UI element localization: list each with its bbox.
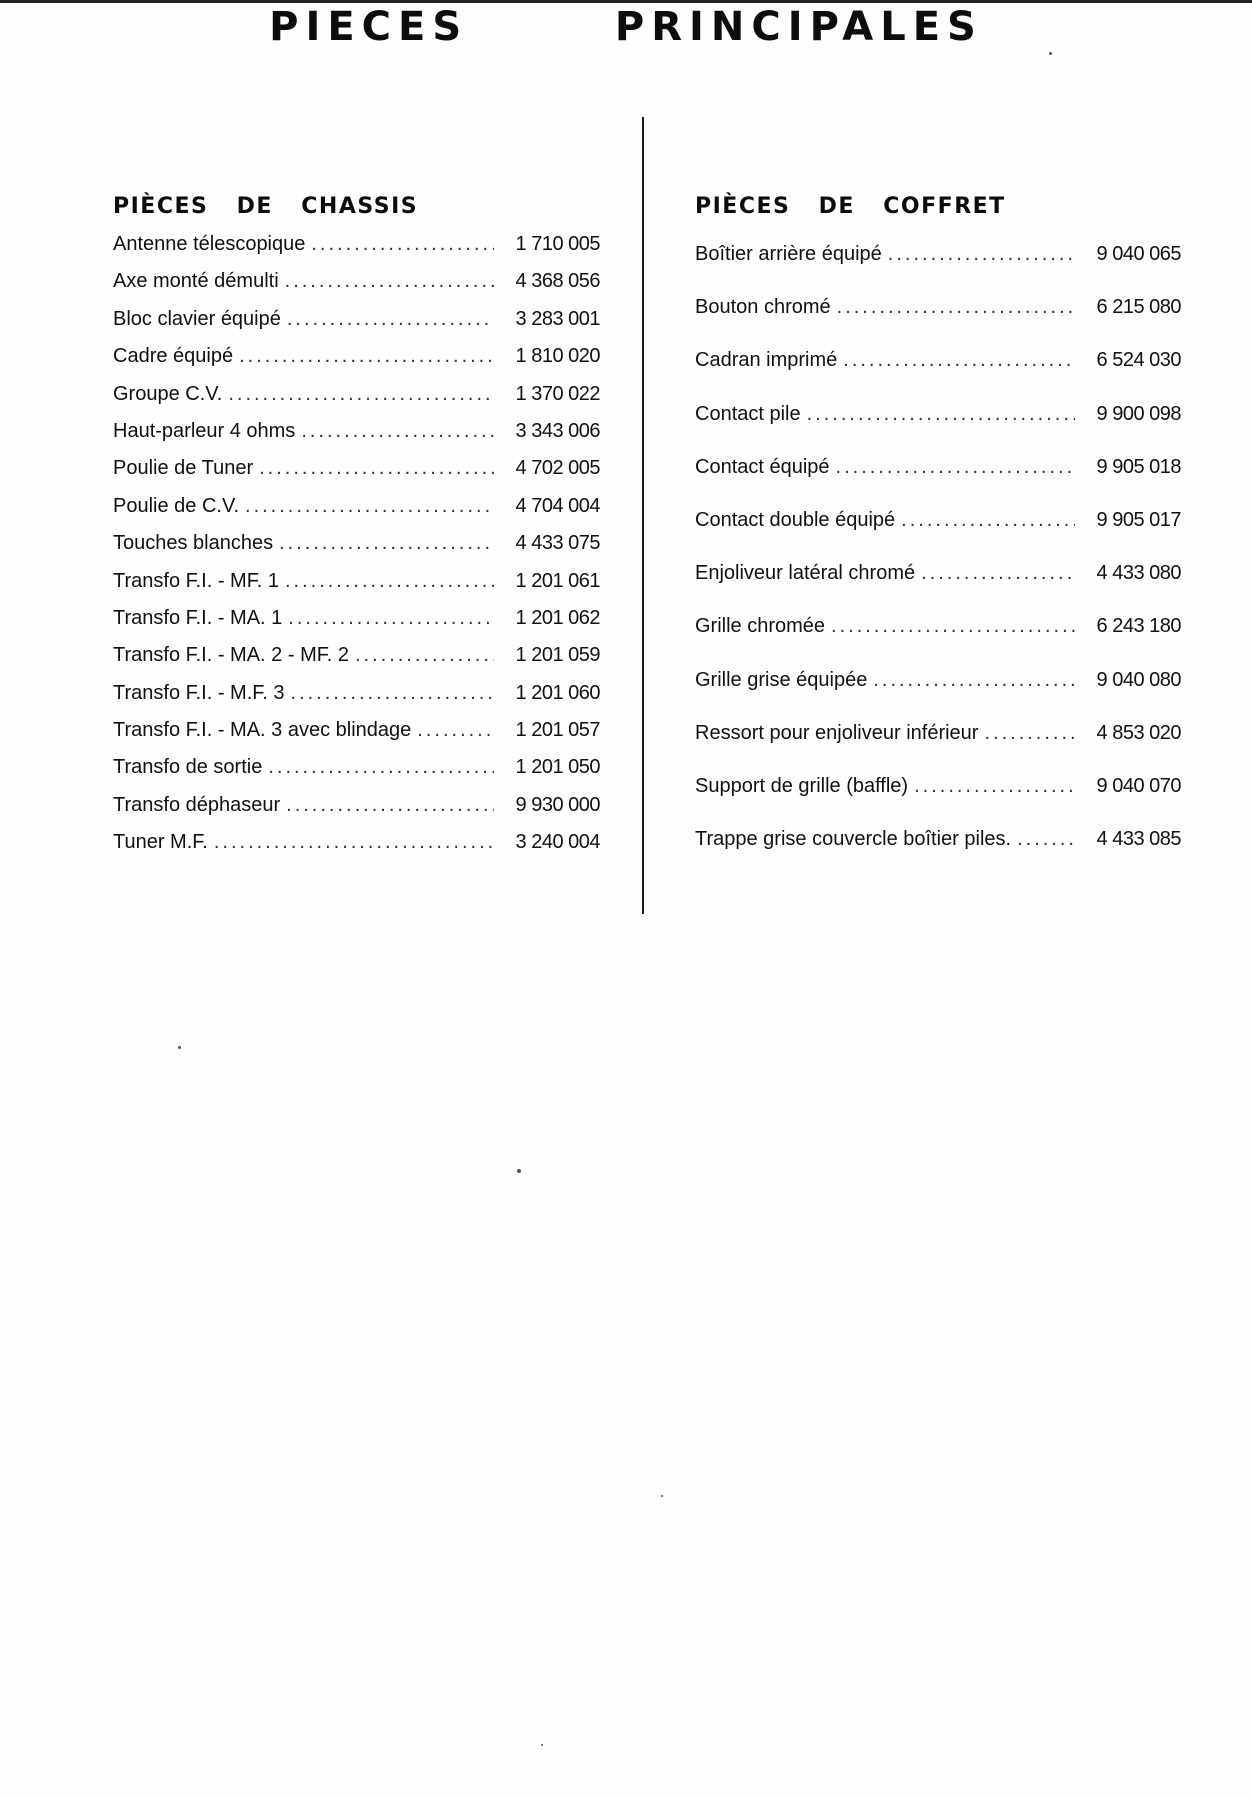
part-row	[113, 749, 600, 786]
dot-leader	[288, 600, 494, 637]
dot-leader	[268, 749, 494, 786]
part-name: Axe monté démulti	[113, 270, 279, 293]
part-reference: 4 704 004	[515, 494, 600, 517]
part-reference: 4 702 005	[515, 457, 600, 480]
part-name: Transfo F.I. - MA. 3 avec blindage	[113, 719, 412, 742]
dot-leader	[291, 675, 494, 712]
part-reference: 1 201 059	[515, 644, 600, 667]
part-name: Transfo de sortie	[113, 756, 263, 779]
part-reference: 9 040 080	[1096, 668, 1181, 691]
chassis-heading: PIÈCES DE CHASSIS	[113, 194, 419, 219]
scan-speck	[517, 1169, 521, 1173]
part-name: Grille chromée	[695, 615, 826, 638]
part-name: Groupe C.V.	[113, 382, 223, 405]
part-row	[113, 488, 600, 525]
part-name: Enjoliveur latéral chromé	[695, 562, 916, 585]
dot-leader	[301, 413, 494, 450]
part-row	[695, 547, 1181, 600]
part-reference: 3 283 001	[515, 307, 600, 330]
dot-leader	[984, 707, 1075, 760]
part-row	[113, 600, 600, 637]
dot-leader	[228, 376, 494, 413]
part-row	[695, 281, 1181, 334]
dot-leader	[286, 787, 494, 824]
part-reference: 4 368 056	[515, 270, 600, 293]
part-reference: 4 433 080	[1096, 562, 1181, 585]
dot-leader	[914, 760, 1075, 813]
part-row	[113, 413, 600, 450]
part-reference: 3 343 006	[515, 419, 600, 442]
part-name: Poulie de Tuner	[113, 457, 254, 480]
part-row	[113, 376, 600, 413]
part-row	[695, 760, 1181, 813]
part-reference: 1 201 057	[515, 719, 600, 742]
part-name: Touches blanches	[113, 532, 274, 555]
dot-leader	[873, 654, 1075, 707]
column-divider	[642, 117, 644, 914]
dot-leader	[843, 334, 1075, 387]
part-name: Bloc clavier équipé	[113, 307, 281, 330]
part-reference: 9 930 000	[515, 793, 600, 816]
top-rule	[0, 0, 1252, 3]
dot-leader	[214, 824, 494, 861]
part-row	[113, 450, 600, 487]
dot-leader	[836, 441, 1075, 494]
part-row	[695, 813, 1181, 866]
dot-leader	[417, 712, 494, 749]
part-name: Ressort pour enjoliveur inférieur	[695, 721, 979, 744]
part-row	[113, 824, 600, 861]
scan-speck	[1049, 52, 1052, 55]
part-name: Grille grise équipée	[695, 668, 868, 691]
part-name: Contact pile	[695, 402, 801, 425]
dot-leader	[287, 301, 494, 338]
part-name: Contact équipé	[695, 455, 830, 478]
part-name: Contact double équipé	[695, 508, 896, 531]
part-reference: 9 905 018	[1096, 455, 1181, 478]
part-name: Transfo F.I. - MA. 2 - MF. 2	[113, 644, 349, 667]
dot-leader	[837, 281, 1075, 334]
coffret-parts-section	[695, 190, 1181, 866]
part-reference: 6 243 180	[1096, 615, 1181, 638]
part-reference: 4 433 085	[1096, 828, 1181, 851]
part-name: Boîtier arrière équipé	[695, 243, 882, 265]
part-row	[113, 675, 600, 712]
part-row	[695, 600, 1181, 653]
scan-speck	[541, 1744, 543, 1746]
dot-leader	[888, 228, 1075, 281]
part-name: Transfo F.I. - MA. 1	[113, 606, 283, 629]
part-reference: 3 240 004	[515, 831, 600, 854]
part-name: Tuner M.F.	[113, 831, 208, 854]
part-row	[695, 334, 1181, 387]
coffret-heading: PIÈCES DE COFFRET	[695, 194, 1006, 219]
part-row	[695, 441, 1181, 494]
dot-leader	[285, 263, 494, 300]
part-reference: 1 201 061	[515, 569, 600, 592]
part-row	[113, 301, 600, 338]
chassis-parts-section	[113, 190, 600, 862]
part-reference: 9 040 065	[1096, 243, 1181, 265]
part-row	[695, 228, 1181, 281]
part-reference: 1 201 050	[515, 756, 600, 779]
part-row	[695, 494, 1181, 547]
part-name: Cadre équipé	[113, 345, 234, 368]
page-title: PIECES PRINCIPALES	[269, 4, 983, 50]
part-reference: 9 905 017	[1096, 508, 1181, 531]
scan-speck	[661, 1495, 663, 1497]
chassis-parts-list	[113, 226, 600, 862]
coffret-parts-list	[695, 228, 1181, 866]
part-row	[695, 707, 1181, 760]
dot-leader	[807, 388, 1075, 441]
part-name: Transfo F.I. - MF. 1	[113, 569, 279, 592]
part-reference: 9 040 070	[1096, 774, 1181, 797]
part-reference: 1 201 060	[515, 681, 600, 704]
part-reference: 1 370 022	[515, 382, 600, 405]
part-row	[695, 654, 1181, 707]
part-name: Haut-parleur 4 ohms	[113, 419, 296, 442]
dot-leader	[1017, 813, 1075, 866]
dot-leader	[279, 525, 494, 562]
dot-leader	[901, 494, 1075, 547]
dot-leader	[285, 563, 494, 600]
part-name: Transfo F.I. - M.F. 3	[113, 681, 285, 704]
part-row	[113, 563, 600, 600]
part-row	[113, 637, 600, 674]
part-name: Bouton chromé	[695, 296, 831, 319]
part-reference: 6 215 080	[1096, 296, 1181, 319]
part-reference: 9 900 098	[1096, 402, 1181, 425]
part-name: Poulie de C.V.	[113, 494, 240, 517]
part-name: Trappe grise couvercle boîtier piles.	[695, 828, 1012, 851]
part-reference: 6 524 030	[1096, 349, 1181, 372]
part-row	[113, 263, 600, 300]
part-row	[113, 226, 600, 263]
scan-speck	[178, 1046, 181, 1049]
part-name: Support de grille (baffle)	[695, 774, 909, 797]
dot-leader	[311, 226, 494, 263]
dot-leader	[921, 547, 1075, 600]
part-name: Transfo déphaseur	[113, 793, 281, 816]
dot-leader	[239, 338, 494, 375]
part-name: Antenne télescopique	[113, 233, 306, 255]
part-name: Cadran imprimé	[695, 349, 838, 372]
part-reference: 4 853 020	[1096, 721, 1181, 744]
dot-leader	[355, 637, 494, 674]
part-row	[113, 787, 600, 824]
part-reference: 4 433 075	[515, 532, 600, 555]
part-reference: 1 810 020	[515, 345, 600, 368]
part-reference: 1 201 062	[515, 606, 600, 629]
part-row	[113, 525, 600, 562]
dot-leader	[259, 450, 494, 487]
part-row	[113, 712, 600, 749]
part-reference: 1 710 005	[515, 233, 600, 255]
part-row	[113, 338, 600, 375]
dot-leader	[831, 600, 1075, 653]
dot-leader	[245, 488, 494, 525]
part-row	[695, 388, 1181, 441]
